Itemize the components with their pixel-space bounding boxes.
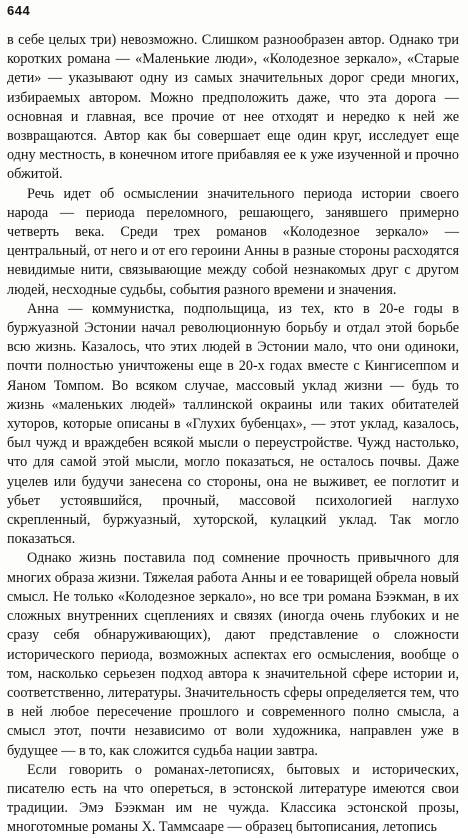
paragraph: Речь идет об осмыслении значительного периода истории своего народа — периода переломного, решающего, занявшего примерно четверть века. Среди трех романов «Колодезное зеркало» — центральный, от него и от его героини Анны в разные стороны расходятся невидимые нити, связывающие между собой незнакомых друг с другом людей, несходные судьбы, события разного времени и значения.: [7, 185, 459, 298]
paragraph: Анна — коммунистка, подпольщица, из тех, кто в 20-е годы в буржуазной Эстонии начал революционную борьбу и отдал этой борьбе всю жизнь. Казалось, что этих людей в Эстонии мало, что они одиноки, почти полностью уничтожены еще в 20-х годах вместе с Кингисеппом и Яаном Томпом. Во всяком случае, массовый уклад жизни — будь то жизнь «маленьких людей» таллинской окраины или таких обитателей хуторов, которые описаны в «Глухих бубенцах», — этот уклад, казалось, был чужд и враждебен всякой мысли о переустройстве. Чужд настолько, что для самой этой мысли, могло показаться, не осталось почвы. Даже уцелев или будучи занесена со стороны, она не выживет, ее поглотит и убьет устоявшийся, прочный, массовой психологией наглухо скрепленный, буржуазный, хуторской, кулацкий уклад. Так могло показаться.: [7, 300, 459, 548]
paragraph: Если говорить о романах-летописях, бытовых и исторических, писателю есть на что опереться, в эстонской литературе имеются свои традиции. Эмэ Бээкман им не чужда. Классика эстонской прозы, многотомные романы Х. Таммсааре — образец бытописания, летопись: [7, 761, 459, 836]
body-text: [7, 31, 459, 838]
page-number: 644: [7, 3, 31, 18]
paragraph: Однако жизнь поставила под сомнение прочность привычного для многих образа жизни. Тяжелая работа Анны и ее товарищей обрела новый смысл. Не только «Колодезное зеркало», но все три романа Бээкман, в их сложных внутренних сцеплениях и связях (иногда очень глубоких и не сразу себя обнаруживающих), дают представление о сложности исторического периода, возможных аспектах его осмысления, вообще о том, насколько серьезен подход автора к значительной сфере истории и, соответственно, литературы. Значительность сферы определяется тем, что в ней любое пересечение прошлого и современного полно смысла, а смысл этот, почти независимо от воли художника, направлен уже в будущее — в то, как сложится судьба нации завтра.: [7, 550, 459, 759]
paragraph-continuation: в себе целых три) невозможно. Слишком разнообразен автор. Однако три коротких романа — «Маленькие люди», «Колодезное зеркало», «Старые дети» — указывают одну из самых значительных дорог среди многих, избираемых автором. Можно предположить даже, что эта дорога — основная и главная, все прочие от нее отходят и нередко к ней же возвращаются. Автор как бы совершает еще один круг, исследует еще одну местность, в конечном итоге прибавляя ее к уже изученной и прочно обжитой.: [7, 32, 459, 183]
